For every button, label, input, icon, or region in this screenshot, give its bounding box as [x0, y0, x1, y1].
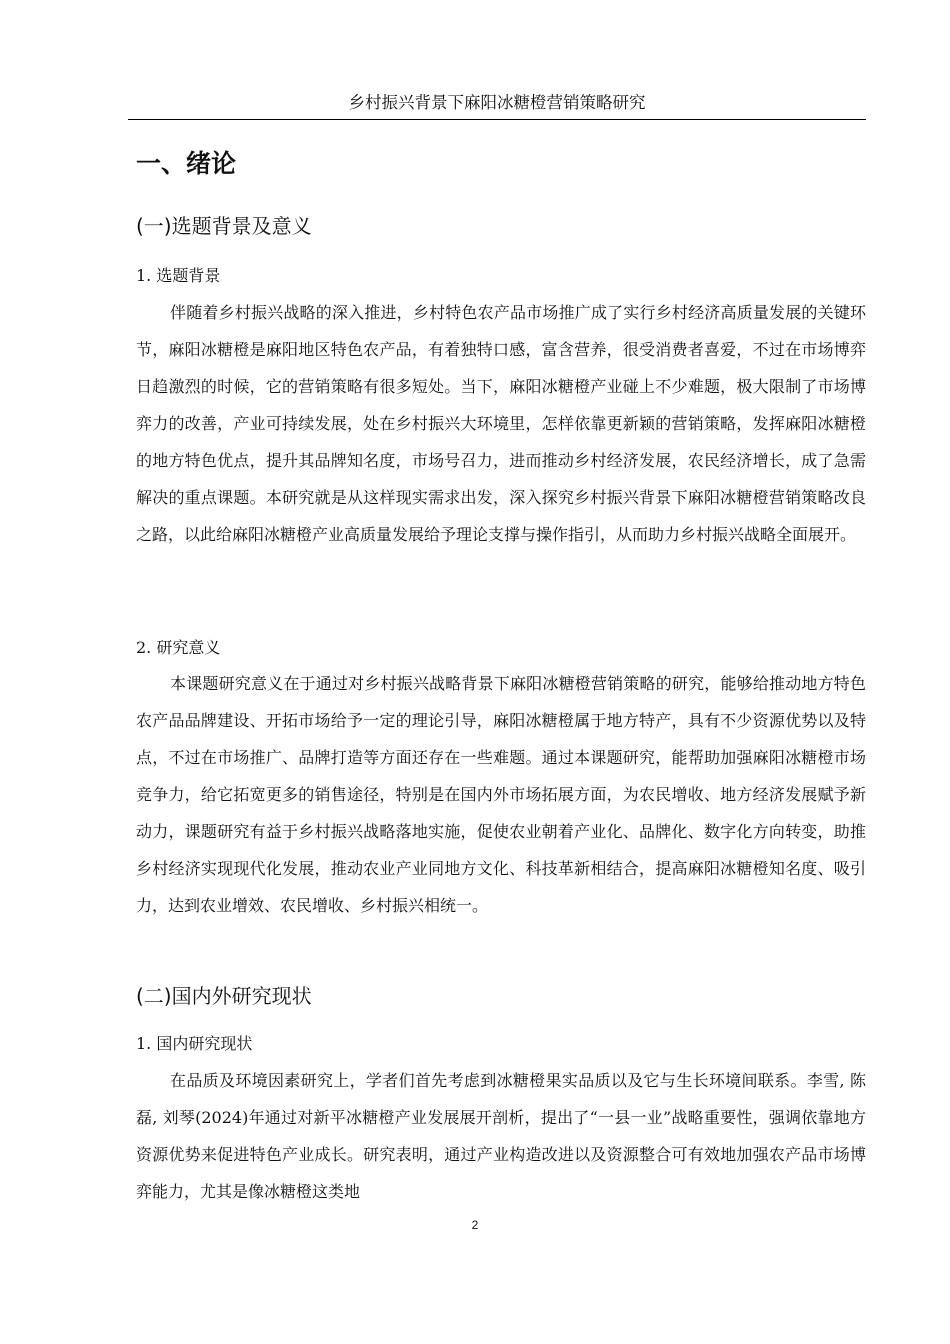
subsection-heading-topic-background: 1. 选题背景	[136, 266, 221, 285]
paragraph-domestic-status: 在品质及环境因素研究上，学者们首先考虑到冰糖橙果实品质以及它与生长环境间联系。李雪, 陈磊, 刘琴(2024)年通过对新平冰糖橙产业发展展开剖析，提出了“一县一业”战略重要性，强调依靠地方资源优势来促进特色产业成长。研究表明，通过产业构造改进以及资源整合可有效地加强农产品市场博弈能力，尤其是像冰糖橙这类地	[136, 1071, 866, 1201]
subsection-heading-research-significance: 2. 研究意义	[136, 638, 221, 657]
page-number: 2	[471, 1218, 479, 1232]
subsection-heading-domestic-status: 1. 国内研究现状	[136, 1034, 253, 1053]
chapter-title: 一、绪论	[136, 149, 237, 178]
paragraph-research-significance: 本课题研究意义在于通过对乡村振兴战略背景下麻阳冰糖橙营销策略的研究，能够给推动地方特色农产品品牌建设、开拓市场给予一定的理论引导，麻阳冰糖橙属于地方特产，具有不少资源优势以及特点，不过在市场推广、品牌打造等方面还存在一些难题。通过本课题研究，能帮助加强麻阳冰糖橙市场竞争力，给它拓宽更多的销售途径，特别是在国内外市场拓展方面，为农民增收、地方经济发展赋予新动力，课题研究有益于乡村振兴战略落地实施，促使农业朝着产业化、品牌化、数字化方向转变，助推乡村经济实现现代化发展，推动农业产业同地方文化、科技革新相结合，提高麻阳冰糖橙知名度、吸引力，达到农业增效、农民增收、乡村振兴相统一。	[136, 674, 866, 915]
paragraph-topic-background: 伴随着乡村振兴战略的深入推进，乡村特色农产品市场推广成了实行乡村经济高质量发展的关键环节，麻阳冰糖橙是麻阳地区特色农产品，有着独特口感，富含营养，很受消费者喜爱，不过在市场博弈日趋激烈的时候，它的营销策略有很多短处。当下，麻阳冰糖橙产业碰上不少难题，极大限制了市场博弈力的改善，产业可持续发展，处在乡村振兴大环境里，怎样依靠更新颖的营销策略，发挥麻阳冰糖橙的地方特色优点，提升其品牌知名度，市场号召力，进而推动乡村经济发展，农民经济增长，成了急需解决的重点课题。本研究就是从这样现实需求出发，深入探究乡村振兴背景下麻阳冰糖橙营销策略改良之路，以此给麻阳冰糖橙产业高质量发展给予理论支撑与操作指引，从而助力乡村振兴战略全面展开。	[136, 303, 866, 544]
running-header: 乡村振兴背景下麻阳冰糖橙营销策略研究	[128, 92, 866, 120]
section-heading-background: (一)选题背景及意义	[136, 214, 312, 238]
section-heading-research-status: (二)国内外研究现状	[136, 984, 312, 1008]
